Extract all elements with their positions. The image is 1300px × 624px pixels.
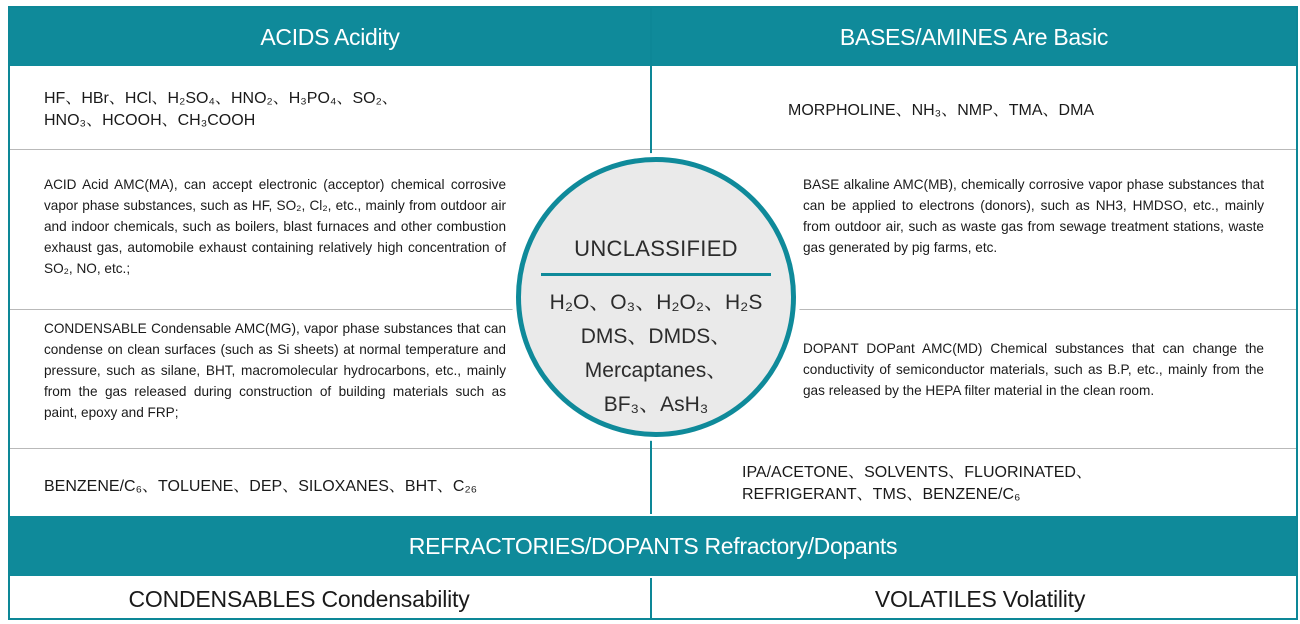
volatile-compounds	[742, 458, 1262, 510]
volatiles-footer	[652, 578, 1300, 620]
acid-description: ACID Acid AMC(MA), can accept electronic (acceptor) chemical corrosive vapor phase substances, such as HF, SO₂, Cl₂, etc., mainly from outdoor air and indoor chemicals, such as boilers, blast furnaces and other combustion exhaust gas, automobile exhaust containing relatively high concentration of SO₂, NO, etc.;	[44, 177, 506, 276]
acid-compounds-line-1: HF、HBr、HCl、H₂SO₄、HNO₂、H₃PO₄、SO₂、	[44, 90, 398, 107]
unclassified-title: UNCLASSIFIED	[574, 236, 738, 261]
row-divider	[10, 448, 650, 449]
acid-compounds-line-2: HNO₃、HCOOH、CH₃COOH	[44, 112, 256, 129]
bases-header	[652, 8, 1296, 66]
bases-header-label: BASES/AMINES Are Basic	[839, 23, 1109, 50]
circle-divider	[541, 273, 771, 276]
row-divider	[652, 149, 1296, 150]
refractories-header-label: REFRACTORIES/DOPANTS Refractory/Dopants	[408, 532, 898, 559]
unclassified-line: BF₃、AsH₃	[603, 393, 709, 416]
volatiles-footer-label: VOLATILES Volatility	[874, 585, 1086, 612]
base-compounds-text: MORPHOLINE、NH₃、NMP、TMA、DMA	[788, 102, 1095, 119]
base-compounds	[788, 96, 1268, 126]
unclassified-line: Mercaptanes、	[584, 359, 728, 382]
condensable-compounds	[44, 472, 604, 502]
condensable-compounds-text: BENZENE/C₆、TOLUENE、DEP、SILOXANES、BHT、C₂₆	[44, 478, 478, 495]
acid-compounds	[44, 80, 504, 140]
unclassified-line: DMS、DMDS、	[580, 325, 732, 348]
condensables-footer	[10, 578, 588, 620]
row-divider	[10, 149, 650, 150]
condensables-footer-label: CONDENSABLES Condensability	[128, 585, 470, 612]
row-divider	[652, 448, 1296, 449]
unclassified-circle	[516, 157, 796, 437]
refractories-header	[10, 516, 1296, 576]
base-description: BASE alkaline AMC(MB), chemically corrosive vapor phase substances that can be applied to electrons (donors), such as NH3, HMDSO, etc., mainly from outdoor air, such as waste gas from sewage treatment stations, waste gas generated by pig farms, etc.	[803, 177, 1264, 255]
volatile-compounds-line-1: IPA/ACETONE、SOLVENTS、FLUORINATED、	[742, 464, 1092, 481]
dopant-description: DOPANT DOPant AMC(MD) Chemical substances that can change the conductivity of semiconductor materials, such as B.P, etc., mainly from the gas released by the HEPA filter material in the clean room.	[803, 341, 1264, 398]
acids-header	[10, 8, 650, 66]
condensable-description: CONDENSABLE Condensable AMC(MG), vapor phase substances that can condense on clean surfaces (such as Si sheets) at normal temperature and pressure, such as silane, BHT, macromolecular hydrocarbons, etc., mainly from the gas released during construction of building materials such as paint, epoxy and FRP;	[44, 321, 506, 420]
volatile-compounds-line-2: REFRIGERANT、TMS、BENZENE/C₆	[742, 486, 1021, 503]
unclassified-line: H₂O、O₃、H₂O₂、H₂S	[549, 291, 763, 314]
acids-header-label: ACIDS Acidity	[260, 23, 400, 50]
